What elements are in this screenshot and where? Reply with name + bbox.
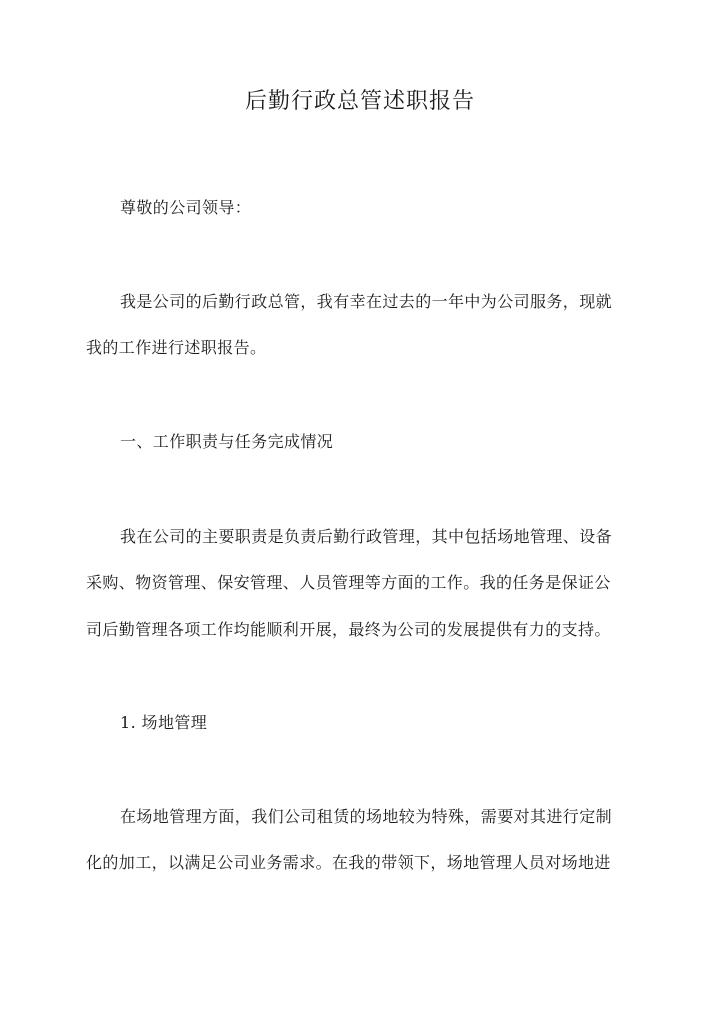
- section-heading-1: 一、工作职责与任务完成情况: [120, 432, 334, 451]
- intro-line-2: 我的工作进行述职报告。: [86, 338, 267, 357]
- salutation: 尊敬的公司领导：: [120, 198, 252, 217]
- subsection-heading-1: 1. 场地管理: [120, 713, 208, 732]
- intro-line-1: 我是公司的后勤行政总管，我有幸在过去的一年中为公司服务，现就: [120, 292, 613, 311]
- subsection1-paragraph-line-1: 在场地管理方面，我们公司租赁的场地较为特殊，需要对其进行定制: [120, 807, 613, 826]
- subsection1-paragraph-line-2: 化的加工，以满足公司业务需求。在我的带领下，场地管理人员对场地进: [86, 853, 611, 872]
- section1-paragraph-line-3: 司后勤管理各项工作均能顺利开展，最终为公司的发展提供有力的支持。: [86, 620, 611, 639]
- section1-paragraph-line-1: 我在公司的主要职责是负责后勤行政管理，其中包括场地管理、设备: [120, 527, 613, 546]
- document-title: 后勤行政总管述职报告: [244, 89, 475, 114]
- section1-paragraph-line-2: 采购、物资管理、保安管理、人员管理等方面的工作。我的任务是保证公: [86, 573, 611, 592]
